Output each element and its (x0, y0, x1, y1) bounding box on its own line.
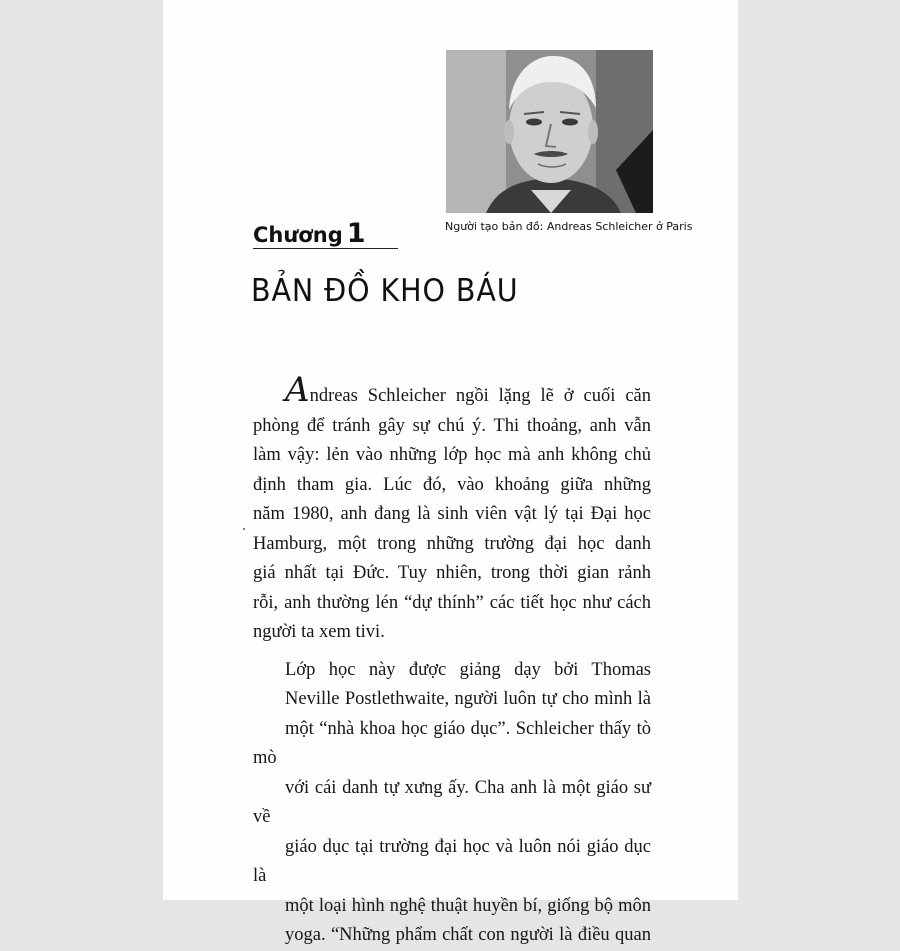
margin-mark (243, 528, 245, 530)
chapter-label: Chương (253, 223, 343, 247)
text-line: với cái danh tự xưng ấy. Cha anh là một giáo sư về (253, 777, 651, 827)
text-line: Neville Postlethwaite, người luôn tự cho mình là (285, 689, 651, 709)
text-line: phòng để tránh gây sự chú ý. Thi thoảng, anh vẫn (253, 415, 651, 436)
paragraph-2 (253, 656, 651, 951)
photo-caption: Người tạo bản đồ: Andreas Schleicher ở Paris (445, 220, 693, 233)
author-photo (446, 50, 653, 213)
text-line: một loại hình nghệ thuật huyền bí, giống bộ môn (285, 895, 651, 916)
text-line: giáo dục tại trường đại học và luôn nói giáo dục là (253, 836, 651, 886)
text-line: Andreas Schleicher ngồi lặng lẽ ở cuối căn (285, 370, 651, 410)
text-line: rỗi, anh thường lén “dự thính” các tiết học như cách (253, 592, 651, 613)
dropcap: A (285, 370, 310, 410)
text-line: định tham gia. Lúc đó, vào khoảng giữa những (253, 474, 651, 495)
chapter-underline (253, 248, 398, 249)
book-page (163, 0, 738, 945)
text-line: Lớp học này được giảng dạy bởi Thomas (285, 659, 651, 680)
paragraph-1 (253, 370, 651, 648)
chapter-title: BẢN ĐỒ KHO BÁU (251, 273, 519, 309)
text-line: người ta xem tivi. (253, 622, 385, 642)
body-text (253, 370, 651, 951)
text-line: năm 1980, anh đang là sinh viên vật lý tại Đại học (253, 504, 651, 524)
text-line: Hamburg, một trong những trường đại học danh (253, 533, 651, 554)
text-line: giá nhất tại Đức. Tuy nhiên, trong thời gian rảnh (253, 563, 651, 583)
text-line: làm vậy: lẻn vào những lớp học mà anh không chủ (253, 445, 651, 465)
chapter-heading (253, 218, 366, 249)
text-line: yoga. “Những phẩm chất con người là điều quan (285, 925, 651, 945)
chapter-number: 1 (346, 218, 366, 249)
text-line: một “nhà khoa học giáo dục”. Schleicher thấy tò mò (253, 718, 651, 768)
